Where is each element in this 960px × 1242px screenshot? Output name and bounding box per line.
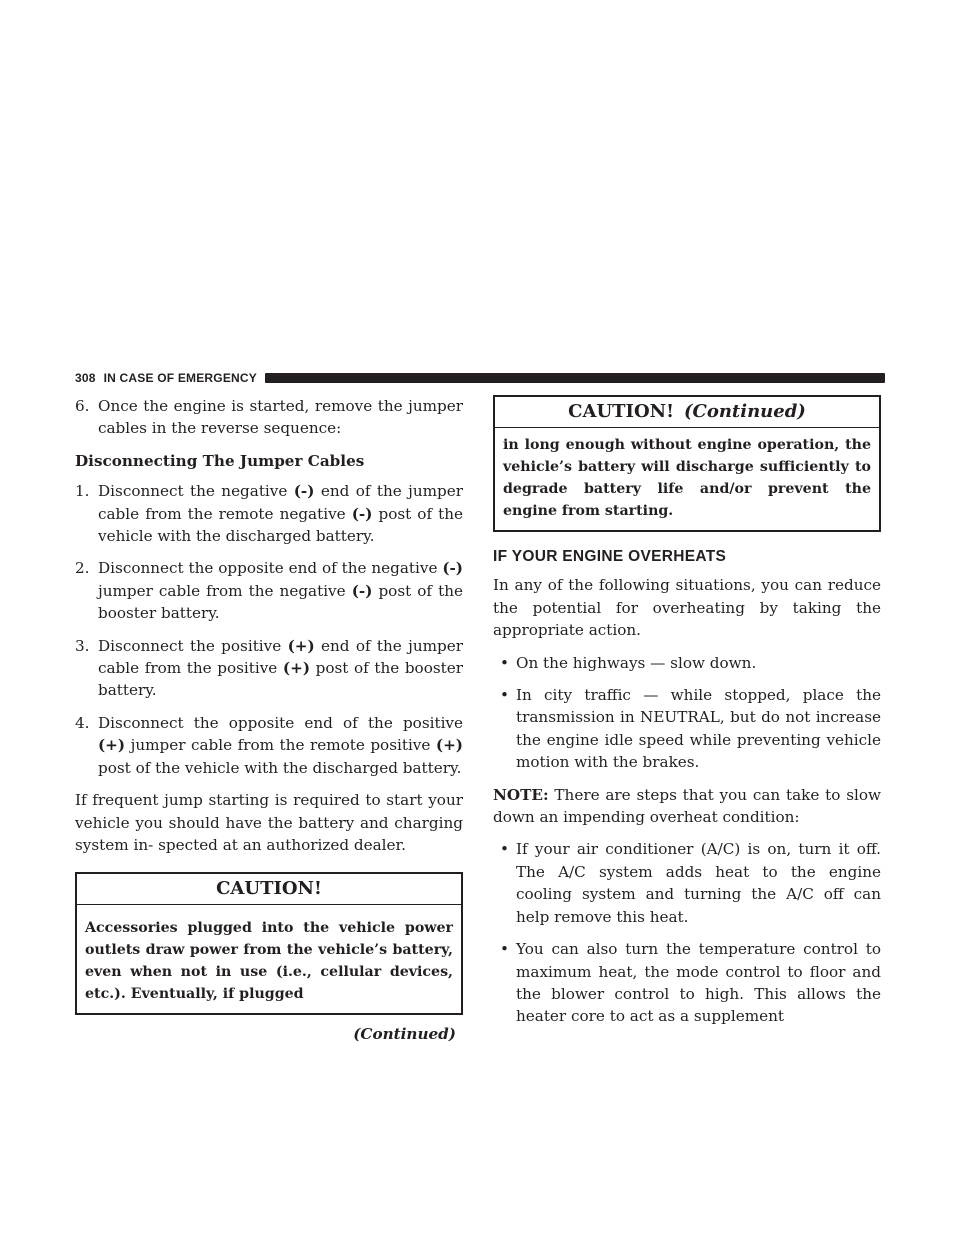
list-item-text: On the highways — slow down. (516, 653, 757, 672)
note-text: There are steps that you can take to slow down an impending overheat condition: (493, 785, 881, 827)
caution-continued-label: (Continued) (684, 401, 806, 422)
step-number: 2. (75, 559, 90, 578)
right-column (493, 395, 881, 1038)
bullet-glyph: • (500, 840, 509, 859)
list-item (493, 684, 881, 774)
step-number: 4. (75, 713, 90, 732)
subheading: Disconnecting The Jumper Cables (75, 451, 365, 470)
list-item-text: You can also turn the temperature control to maximum heat, the mode control to floor and the blower control to high. This allows the heater core to act as a supplement (516, 940, 881, 1026)
polarity-symbol: (+) (435, 736, 463, 755)
polarity-symbol: (-) (351, 504, 373, 523)
step-text: post of the booster battery. (98, 581, 463, 623)
disconnect-step-2 (75, 557, 463, 624)
caution-title: CAUTION! (77, 874, 461, 905)
step-6 (75, 395, 463, 440)
list-item-text: In city traffic — while stopped, place the transmission in NEUTRAL, but do not increase the engine idle speed while preventing vehicle motion with the brakes. (516, 686, 881, 772)
list-item (493, 938, 881, 1028)
step-text: jumper cable from the remote positive (125, 736, 436, 755)
step-text: Disconnect the negative (98, 482, 294, 501)
list-item-text: If your air conditioner (A/C) is on, turn it off. The A/C system adds heat to the engine cooling system and turning the A/C off can help remove this heat. (516, 840, 881, 926)
header-rule (265, 373, 885, 383)
step-text: post of the vehicle with the discharged battery. (98, 758, 462, 777)
intro-paragraph: In any of the following situations, you can reduce the potential for overheating by taking the appropriate action. (493, 576, 881, 640)
section-heading: IF YOUR ENGINE OVERHEATS (493, 548, 727, 565)
step-text: Disconnect the opposite end of the positive (98, 713, 463, 732)
section-title: IN CASE OF EMERGENCY (103, 371, 257, 385)
polarity-symbol: (-) (442, 559, 463, 578)
polarity-symbol: (+) (98, 736, 126, 755)
step-text: post of the booster battery. (98, 659, 463, 700)
caution-title (495, 397, 879, 428)
step-text: Disconnect the positive (98, 636, 288, 655)
bullet-glyph: • (500, 940, 509, 959)
note-paragraph (493, 784, 881, 829)
caution-box-continued (493, 395, 881, 532)
step-number: 1. (75, 482, 90, 501)
bullet-glyph: • (500, 686, 509, 705)
disconnect-step-3 (75, 635, 463, 702)
polarity-symbol: (-) (351, 581, 373, 600)
page-header (75, 370, 885, 386)
step-number: 6. (75, 397, 90, 415)
polarity-symbol: (+) (282, 659, 311, 678)
dealer-paragraph: If frequent jump starting is required to start your vehicle you should have the battery and charging system in- spected at an authorized dealer. (75, 791, 463, 854)
note-label: NOTE: (493, 785, 549, 804)
left-column (75, 395, 463, 1046)
page-number: 308 (75, 371, 96, 385)
step-text: Disconnect the opposite end of the negative (98, 559, 443, 578)
continued-label: (Continued) (353, 1025, 456, 1044)
list-item (493, 838, 881, 928)
step-text: post of the vehicle with the discharged battery. (98, 504, 463, 546)
polarity-symbol: (+) (287, 636, 315, 655)
disconnect-step-1 (75, 480, 463, 547)
caution-body: in long enough without engine operation, the vehicle’s battery will discharge sufficiently to degrade battery life and/or prevent the engine from starting. (503, 437, 871, 519)
caution-body: Accessories plugged into the vehicle power outlets draw power from the vehicle’s battery, even when not in use (i.e., cellular devices, etc.). Eventually, if plugged (85, 920, 453, 1003)
step-text: end of the jumper cable from the positive (98, 636, 463, 678)
caution-box (75, 872, 463, 1015)
step-number: 3. (75, 636, 90, 655)
polarity-symbol: (-) (293, 482, 315, 501)
page-header-text (75, 371, 257, 385)
step-text: jumper cable from the negative (98, 581, 352, 600)
caution-title-text: CAUTION! (568, 401, 674, 422)
step-text: end of the jumper cable from the remote negative (98, 482, 463, 523)
disconnect-step-4 (75, 712, 463, 779)
step-text: Once the engine is started, remove the jumper cables in the reverse sequence: (98, 397, 463, 438)
list-item (493, 652, 881, 674)
bullet-glyph: • (500, 653, 509, 672)
